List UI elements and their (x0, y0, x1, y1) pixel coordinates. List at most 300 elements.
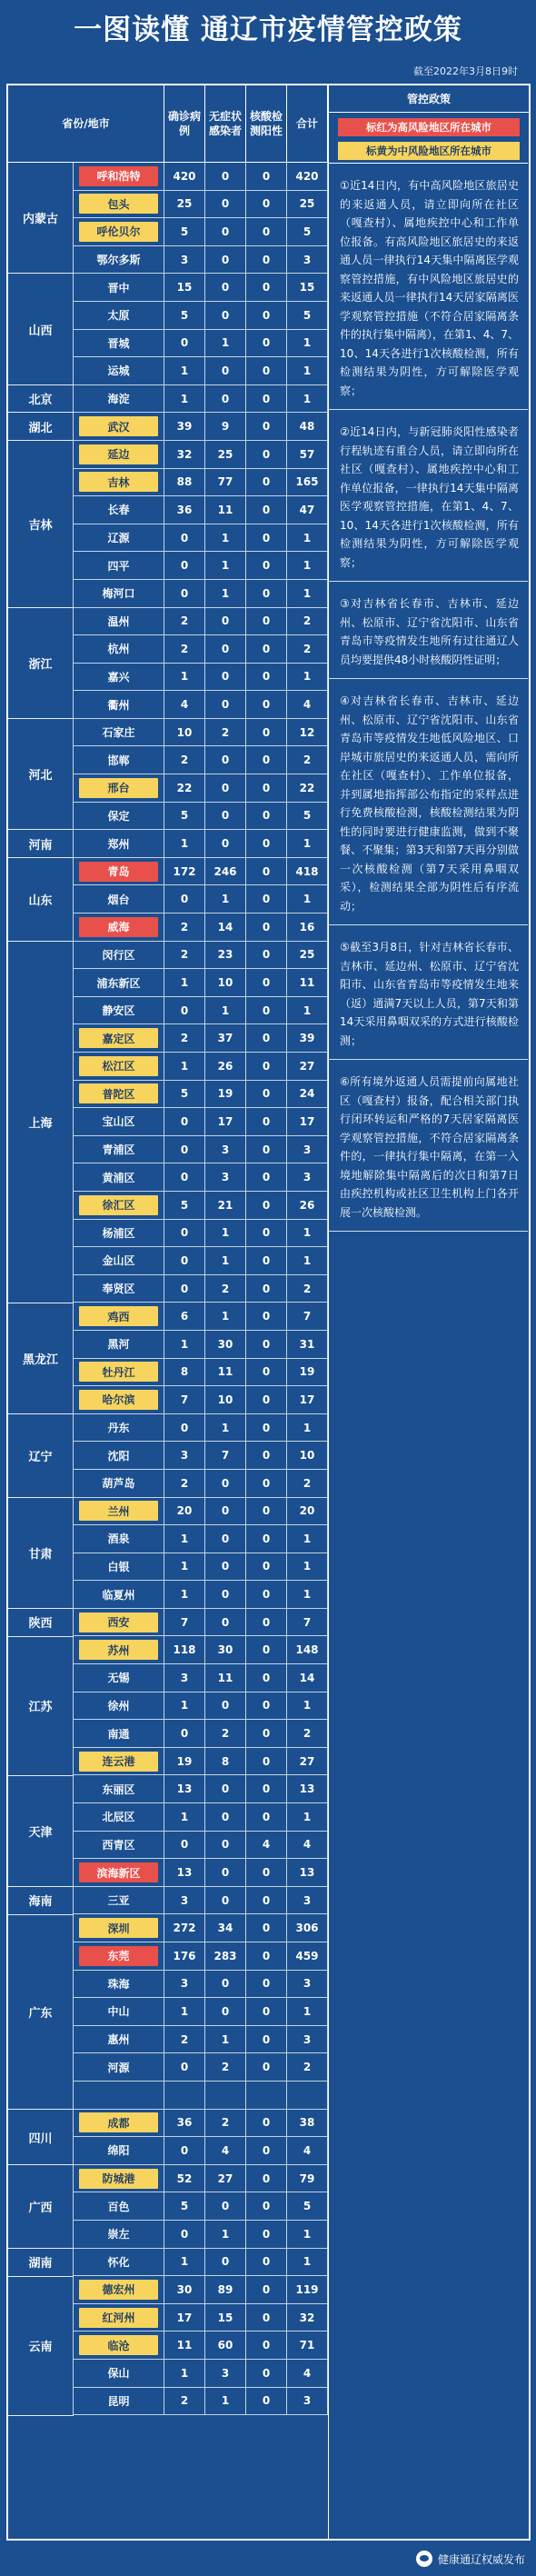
asymptomatic-cell: 0 (205, 1553, 246, 1581)
total-cell: 22 (287, 774, 328, 802)
asymptomatic-cell: 1 (205, 552, 246, 579)
city-name: 深圳 (79, 1918, 158, 1938)
asymptomatic-cell (205, 2082, 246, 2109)
asymptomatic-cell: 1 (205, 2388, 246, 2415)
city-name: 邯郸 (107, 754, 130, 767)
confirmed-cell: 0 (164, 580, 205, 607)
city-cell (74, 664, 164, 691)
city-cell (74, 1247, 164, 1274)
confirmed-cell: 11 (164, 2331, 205, 2359)
city-cell (74, 2165, 164, 2192)
confirmed-cell: 30 (164, 2276, 205, 2303)
asymptomatic-cell: 17 (205, 1108, 246, 1135)
asymptomatic-cell: 23 (205, 942, 246, 969)
confirmed-cell: 25 (164, 191, 205, 218)
city-name: 武汉 (79, 416, 158, 436)
province-label: 内蒙古 (8, 163, 74, 274)
asymptomatic-cell: 1 (205, 2221, 246, 2248)
city-name: 奉贤区 (102, 1283, 135, 1296)
confirmed-cell: 172 (164, 858, 205, 885)
total-cell: 13 (287, 1859, 328, 1886)
confirmed-cell: 0 (164, 1832, 205, 1859)
legend-yellow: 标黄为中风险地区所在城市 (338, 142, 520, 160)
city-name: 海淀 (107, 393, 130, 406)
asymptomatic-cell: 3 (205, 1163, 246, 1191)
total-cell: 48 (287, 413, 328, 440)
confirmed-cell (164, 2082, 205, 2109)
total-cell: 26 (287, 1192, 328, 1219)
city-cell (74, 1832, 164, 1859)
confirmed-cell: 2 (164, 914, 205, 941)
positive-cell: 0 (246, 1247, 287, 1274)
city-cell (74, 830, 164, 857)
total-cell: 4 (287, 2137, 328, 2164)
policy-item: ③对吉林省长春市、吉林市、延边州、松原市、辽宁省沈阳市、山东省青岛市等疫情发生地所有过往通辽人员均要提供48小时核酸阴性证明； (329, 582, 528, 679)
confirmed-cell: 1 (164, 2360, 205, 2387)
confirmed-cell: 420 (164, 163, 205, 190)
asymptomatic-cell: 0 (205, 191, 246, 218)
confirmed-cell: 0 (164, 1108, 205, 1135)
positive-cell: 0 (246, 1775, 287, 1802)
positive-cell: 0 (246, 1303, 287, 1330)
city-name: 宝山区 (102, 1115, 135, 1129)
total-cell: 5 (287, 302, 328, 329)
confirmed-cell: 5 (164, 1192, 205, 1219)
city-name: 普陀区 (79, 1083, 158, 1103)
confirmed-cell: 0 (164, 1163, 205, 1191)
positive-cell: 0 (246, 2053, 287, 2081)
total-cell: 306 (287, 1914, 328, 1942)
positive-cell: 0 (246, 719, 287, 746)
total-cell: 4 (287, 2360, 328, 2387)
asymptomatic-cell: 1 (205, 885, 246, 913)
city-name: 石家庄 (102, 726, 135, 740)
city-cell (74, 1136, 164, 1163)
footer-text: 健康通辽权威发布 (437, 2552, 525, 2566)
city-name: 沈阳 (107, 1449, 130, 1463)
positive-cell: 0 (246, 191, 287, 218)
total-cell: 5 (287, 803, 328, 830)
city-name: 吉林 (79, 472, 158, 492)
total-cell: 2 (287, 1720, 328, 1747)
confirmed-cell: 13 (164, 1859, 205, 1886)
asymptomatic-cell: 2 (205, 1720, 246, 1747)
header-confirmed: 确诊病例 (164, 85, 205, 162)
province-label: 辽宁 (8, 1414, 74, 1498)
city-name: 浦东新区 (96, 976, 141, 990)
city-name: 惠州 (107, 2033, 130, 2047)
city-cell (74, 1942, 164, 1970)
asymptomatic-cell: 0 (205, 1498, 246, 1525)
positive-cell: 0 (246, 774, 287, 802)
total-cell: 16 (287, 914, 328, 941)
asymptomatic-cell: 2 (205, 2110, 246, 2137)
city-cell (74, 635, 164, 663)
city-name: 呼伦贝尔 (79, 222, 158, 242)
total-cell: 19 (287, 1359, 328, 1386)
policy-table (6, 84, 531, 2541)
city-name: 黑河 (107, 1338, 130, 1352)
wechat-icon (416, 2551, 432, 2567)
positive-cell: 0 (246, 635, 287, 663)
city-cell (74, 1053, 164, 1080)
total-cell: 27 (287, 1748, 328, 1775)
city-cell (74, 1748, 164, 1775)
confirmed-cell: 118 (164, 1636, 205, 1663)
city-cell (74, 330, 164, 357)
city-cell (74, 608, 164, 635)
positive-cell: 0 (246, 830, 287, 857)
city-cell (74, 2331, 164, 2359)
positive-cell: 0 (246, 1053, 287, 1080)
asymptomatic-cell: 0 (205, 830, 246, 857)
asymptomatic-cell: 11 (205, 1359, 246, 1386)
city-cell (74, 524, 164, 552)
asymptomatic-cell: 21 (205, 1192, 246, 1219)
asymptomatic-cell: 10 (205, 969, 246, 996)
confirmed-cell: 1 (164, 1692, 205, 1720)
city-cell (74, 2360, 164, 2387)
total-cell: 7 (287, 1609, 328, 1636)
city-cell (74, 191, 164, 218)
city-name: 滨海新区 (79, 1862, 158, 1882)
positive-cell: 0 (246, 2137, 287, 2164)
positive-cell: 0 (246, 274, 287, 301)
positive-cell: 0 (246, 1636, 287, 1663)
total-cell: 57 (287, 441, 328, 468)
city-name: 徐州 (107, 1699, 130, 1712)
positive-cell: 0 (246, 1024, 287, 1052)
province-label: 山东 (8, 858, 74, 942)
city-name: 青浦区 (102, 1143, 135, 1157)
positive-cell: 0 (246, 552, 287, 579)
city-name: 梅河口 (102, 587, 135, 601)
asymptomatic-cell: 19 (205, 1081, 246, 1108)
province-label: 广东 (8, 1915, 74, 2110)
city-cell (74, 218, 164, 245)
confirmed-cell: 0 (164, 997, 205, 1024)
asymptomatic-cell: 0 (205, 1525, 246, 1553)
asymptomatic-cell: 0 (205, 1609, 246, 1636)
confirmed-cell: 0 (164, 885, 205, 913)
total-cell: 24 (287, 1081, 328, 1108)
city-cell (74, 746, 164, 774)
city-name: 临夏州 (102, 1588, 135, 1602)
confirmed-cell: 0 (164, 1136, 205, 1163)
asymptomatic-cell: 30 (205, 1636, 246, 1663)
total-cell: 3 (287, 2026, 328, 2053)
positive-cell: 0 (246, 1442, 287, 1469)
asymptomatic-cell: 26 (205, 1053, 246, 1080)
city-cell (74, 997, 164, 1024)
total-cell: 71 (287, 2331, 328, 2359)
city-cell (74, 774, 164, 802)
total-cell: 1 (287, 1414, 328, 1442)
city-name: 丹东 (107, 1422, 130, 1435)
city-name: 三亚 (107, 1894, 130, 1908)
total-cell (287, 2082, 328, 2109)
city-name: 连云港 (79, 1752, 158, 1772)
city-name: 牡丹江 (79, 1362, 158, 1382)
city-name: 珠海 (107, 1977, 130, 1991)
city-name: 太原 (107, 309, 130, 323)
city-name: 青岛 (79, 862, 158, 882)
total-cell: 1 (287, 2221, 328, 2248)
city-name: 昆明 (107, 2394, 130, 2408)
city-name: 嘉兴 (107, 670, 130, 684)
total-cell: 1 (287, 664, 328, 691)
asymptomatic-cell: 1 (205, 524, 246, 552)
city-name: 辽源 (107, 532, 130, 545)
city-cell (74, 1887, 164, 1914)
total-cell: 2 (287, 746, 328, 774)
total-cell: 5 (287, 218, 328, 245)
positive-cell: 0 (246, 969, 287, 996)
total-cell: 148 (287, 1636, 328, 1663)
positive-cell: 0 (246, 2331, 287, 2359)
city-cell (74, 2110, 164, 2137)
asymptomatic-cell: 30 (205, 1331, 246, 1358)
city-name: 西安 (79, 1612, 158, 1632)
city-cell (74, 357, 164, 384)
asymptomatic-cell: 8 (205, 1748, 246, 1775)
confirmed-cell: 15 (164, 274, 205, 301)
positive-cell (246, 2082, 287, 2109)
city-cell (74, 1275, 164, 1303)
total-cell: 31 (287, 1331, 328, 1358)
total-cell: 20 (287, 1498, 328, 1525)
confirmed-cell: 3 (164, 1664, 205, 1692)
city-name: 无锡 (107, 1672, 130, 1685)
city-cell (74, 2304, 164, 2331)
positive-cell: 0 (246, 1859, 287, 1886)
city-name: 包头 (79, 194, 158, 214)
confirmed-cell: 36 (164, 2110, 205, 2137)
positive-cell: 0 (246, 469, 287, 496)
confirmed-cell: 36 (164, 496, 205, 524)
city-cell (74, 1414, 164, 1442)
asymptomatic-cell: 0 (205, 302, 246, 329)
positive-cell: 0 (246, 1525, 287, 1553)
asymptomatic-cell: 1 (205, 1247, 246, 1274)
total-cell: 1 (287, 830, 328, 857)
asymptomatic-cell: 2 (205, 719, 246, 746)
city-name: 延边 (79, 444, 158, 464)
positive-cell: 0 (246, 1609, 287, 1636)
city-cell (74, 2388, 164, 2415)
positive-cell: 0 (246, 885, 287, 913)
total-cell: 2 (287, 1275, 328, 1303)
confirmed-cell: 1 (164, 2249, 205, 2276)
total-cell: 1 (287, 1692, 328, 1720)
city-name: 防城港 (79, 2169, 158, 2189)
city-name: 成都 (79, 2112, 158, 2132)
city-cell (74, 719, 164, 746)
asymptomatic-cell: 77 (205, 469, 246, 496)
positive-cell: 0 (246, 1498, 287, 1525)
city-cell (74, 413, 164, 440)
total-cell: 2 (287, 635, 328, 663)
total-cell: 2 (287, 2053, 328, 2081)
positive-cell: 0 (246, 1748, 287, 1775)
confirmed-cell: 3 (164, 246, 205, 274)
positive-cell: 0 (246, 580, 287, 607)
confirmed-cell: 176 (164, 1942, 205, 1970)
city-cell (74, 1303, 164, 1330)
asymptomatic-cell: 1 (205, 997, 246, 1024)
city-name: 临沧 (79, 2335, 158, 2355)
city-cell (74, 469, 164, 496)
confirmed-cell: 1 (164, 385, 205, 413)
city-cell (74, 691, 164, 718)
asymptomatic-cell: 25 (205, 441, 246, 468)
total-cell: 4 (287, 1832, 328, 1859)
city-cell (74, 1720, 164, 1747)
city-cell (74, 1331, 164, 1358)
province-label: 上海 (8, 942, 74, 1303)
city-name: 杭州 (107, 643, 130, 656)
total-cell: 32 (287, 2304, 328, 2331)
total-cell: 1 (287, 552, 328, 579)
table-header (8, 85, 328, 163)
city-cell (74, 885, 164, 913)
confirmed-cell: 2 (164, 608, 205, 635)
total-cell: 13 (287, 1775, 328, 1802)
total-cell: 1 (287, 2249, 328, 2276)
positive-cell: 0 (246, 163, 287, 190)
policy-list (329, 163, 528, 1232)
asymptomatic-cell: 1 (205, 330, 246, 357)
asymptomatic-cell: 0 (205, 746, 246, 774)
city-cell (74, 914, 164, 941)
province-label: 黑龙江 (8, 1303, 74, 1414)
total-cell: 79 (287, 2165, 328, 2192)
confirmed-cell: 3 (164, 1971, 205, 1998)
total-cell: 1 (287, 357, 328, 384)
city-cell (74, 580, 164, 607)
confirmed-cell: 32 (164, 441, 205, 468)
positive-cell: 0 (246, 1108, 287, 1135)
date-stamp: 截至2022年3月8日9时 (413, 65, 518, 77)
city-cell (74, 858, 164, 885)
positive-cell: 0 (246, 2249, 287, 2276)
total-cell: 1 (287, 997, 328, 1024)
province-label: 四川 (8, 2110, 74, 2165)
city-name: 徐汇区 (79, 1195, 158, 1215)
total-cell: 3 (287, 1136, 328, 1163)
positive-cell: 0 (246, 524, 287, 552)
positive-cell: 0 (246, 1275, 287, 1303)
total-cell: 1 (287, 385, 328, 413)
asymptomatic-cell: 15 (205, 2304, 246, 2331)
asymptomatic-cell: 0 (205, 1775, 246, 1802)
total-cell: 1 (287, 524, 328, 552)
confirmed-cell: 5 (164, 2192, 205, 2220)
positive-cell: 4 (246, 1832, 287, 1859)
confirmed-cell: 39 (164, 413, 205, 440)
positive-cell: 0 (246, 1971, 287, 1998)
positive-cell: 0 (246, 1942, 287, 1970)
city-name: 保山 (107, 2367, 130, 2381)
confirmed-cell: 1 (164, 830, 205, 857)
city-cell (74, 1803, 164, 1831)
total-cell: 1 (287, 1220, 328, 1247)
city-cell (74, 1664, 164, 1692)
province-label: 天津 (8, 1776, 74, 1887)
city-name: 晋中 (107, 281, 130, 295)
positive-cell: 0 (246, 2165, 287, 2192)
confirmed-cell: 1 (164, 1331, 205, 1358)
asymptomatic-cell: 2 (205, 2053, 246, 2081)
city-cell (74, 1470, 164, 1497)
city-name: 东丽区 (102, 1782, 135, 1796)
city-cell (74, 246, 164, 274)
footer-source (416, 2551, 525, 2567)
city-name: 杨浦区 (102, 1226, 135, 1240)
confirmed-cell: 272 (164, 1914, 205, 1942)
positive-cell: 0 (246, 942, 287, 969)
province-label: 江苏 (8, 1637, 74, 1776)
asymptomatic-cell: 1 (205, 1220, 246, 1247)
total-cell: 420 (287, 163, 328, 190)
city-cell (74, 2053, 164, 2081)
confirmed-cell: 1 (164, 1053, 205, 1080)
policy-header: 管控政策 (329, 85, 529, 113)
policy-column (328, 85, 529, 2539)
positive-cell: 0 (246, 1803, 287, 1831)
confirmed-cell: 0 (164, 330, 205, 357)
city-cell (74, 1024, 164, 1052)
city-cell (74, 2082, 164, 2109)
province-label: 湖北 (8, 413, 74, 441)
city-cell (74, 1081, 164, 1108)
confirmed-cell: 52 (164, 2165, 205, 2192)
positive-cell: 0 (246, 691, 287, 718)
asymptomatic-cell: 0 (205, 385, 246, 413)
city-cell (74, 2192, 164, 2220)
confirmed-cell: 0 (164, 552, 205, 579)
asymptomatic-cell: 9 (205, 413, 246, 440)
policy-item: ①近14日内，有中高风险地区旅居史的来返通人员，请立即向所在社区（嘎查村）、属地疾控中心和工作单位报备。有高风险地区旅居史的来返通人员一律执行14天集中隔离医学观察管控措施，有中风险地区旅居史的来返通人员一律执行14天居家隔离医学观察管控措施（不符合居家隔离条件的执行集中隔离），在第1、4、7、10、14天各进行1次核酸检测，所有检测结果为阴性，方可解除医学观察； (329, 164, 528, 410)
city-name: 鄂尔多斯 (96, 254, 141, 267)
confirmed-cell: 17 (164, 2304, 205, 2331)
policy-item: ④对吉林省长春市、吉林市、延边州、松原市、辽宁省沈阳市、山东省青岛市等疫情发生地低风险地区、口岸城市旅居史的来返通人员，需向所在社区（嘎查村）、工作单位报备，并到属地指挥部公布指定的采样点进行免费核酸检测，核酸检测结果为阴性的同时要进行健康监测，做到不聚餐、不聚集；第3天和第7天再分别做一次核酸检测（第7天采用鼻咽双采），检测结果全部为阴性后有序流动； (329, 679, 528, 925)
total-cell: 459 (287, 1942, 328, 1970)
positive-cell: 0 (246, 1136, 287, 1163)
city-name: 保定 (107, 809, 130, 823)
confirmed-cell: 5 (164, 302, 205, 329)
confirmed-cell: 1 (164, 969, 205, 996)
total-cell: 4 (287, 691, 328, 718)
total-cell: 27 (287, 1053, 328, 1080)
confirmed-cell: 0 (164, 2053, 205, 2081)
total-cell: 418 (287, 858, 328, 885)
city-name: 烟台 (107, 893, 130, 906)
asymptomatic-cell: 0 (205, 1692, 246, 1720)
asymptomatic-cell: 0 (205, 274, 246, 301)
total-cell: 119 (287, 2276, 328, 2303)
city-name: 衢州 (107, 698, 130, 712)
total-cell: 165 (287, 469, 328, 496)
asymptomatic-cell: 0 (205, 691, 246, 718)
city-cell (74, 2026, 164, 2053)
confirmed-cell: 1 (164, 1525, 205, 1553)
confirmed-cell: 0 (164, 1720, 205, 1747)
province-label: 吉林 (8, 441, 74, 608)
positive-cell: 0 (246, 997, 287, 1024)
confirmed-cell: 1 (164, 1998, 205, 2025)
total-cell: 1 (287, 1581, 328, 1608)
